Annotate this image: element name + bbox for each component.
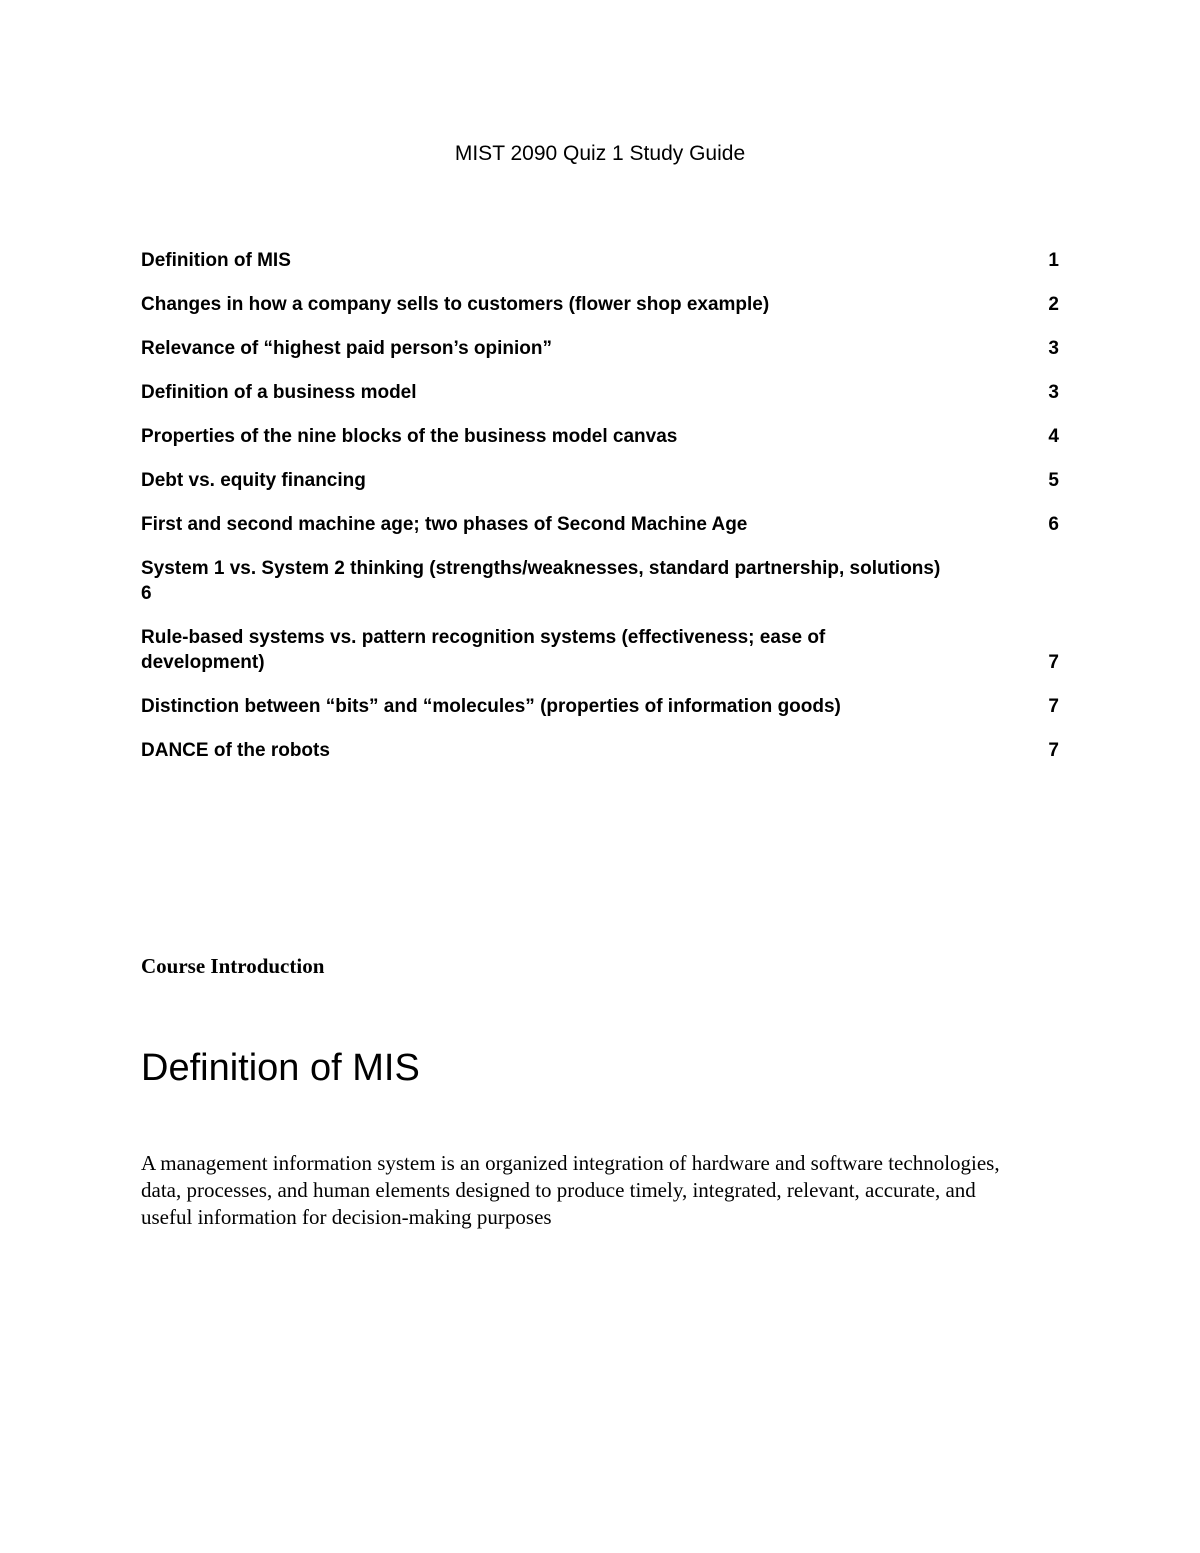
toc-entry (141, 512, 1059, 537)
toc-entry-label: Definition of a business model (141, 382, 417, 403)
toc-entry (141, 556, 1059, 606)
toc-entry (141, 625, 1059, 675)
toc-entry (141, 380, 1059, 405)
toc-entry (141, 292, 1059, 317)
toc-entry-page: 6 (141, 583, 152, 604)
toc-entry-label: Changes in how a company sells to customers (flower shop example) (141, 294, 770, 315)
toc-entry-page: 5 (1048, 470, 1059, 491)
section-heading: Definition of MIS (141, 1047, 420, 1089)
section-label: Course Introduction (141, 954, 325, 978)
toc-entry-page: 4 (1048, 426, 1059, 447)
toc-entry-page: 6 (1048, 514, 1059, 535)
toc-entry-label: Definition of MIS (141, 250, 291, 271)
toc-entry-label: Relevance of “highest paid person’s opinion” (141, 338, 553, 359)
toc-entry-label: Rule-based systems vs. pattern recognition systems (effectiveness; ease of development) (141, 627, 826, 673)
document-title: MIST 2090 Quiz 1 Study Guide (454, 142, 746, 165)
toc-entry-label: System 1 vs. System 2 thinking (strengths/weaknesses, standard partnership, solutions) (141, 558, 941, 579)
toc-entry-page: 1 (1048, 250, 1059, 271)
toc-entry (141, 424, 1059, 449)
toc-entry-label: Distinction between “bits” and “molecules” (properties of information goods) (141, 696, 841, 717)
toc-entry-label: Debt vs. equity financing (141, 470, 366, 491)
toc-entry-page: 7 (1048, 740, 1059, 761)
toc-entry-page: 3 (1048, 382, 1059, 403)
toc-entry-page: 2 (1048, 294, 1059, 315)
definition-paragraph: A management information system is an organized integration of hardware and software technologies, data, processes, and human elements designed to produce timely, integrated, relevant, accurate, and useful information for decision-making purposes (141, 1151, 1000, 1229)
toc-entry-label: Properties of the nine blocks of the business model canvas (141, 426, 678, 447)
toc-entry (141, 336, 1059, 361)
toc-entry (141, 694, 1059, 719)
toc-entry-page: 3 (1048, 338, 1059, 359)
toc-entry (141, 738, 1059, 763)
toc-entry-label: DANCE of the robots (141, 740, 330, 761)
toc-entry-label: First and second machine age; two phases of Second Machine Age (141, 514, 748, 535)
toc-entry (141, 468, 1059, 493)
toc-entry (141, 248, 1059, 273)
toc-entry-page: 7 (1048, 696, 1059, 717)
table-of-contents (141, 248, 1059, 782)
toc-entry-page: 7 (1048, 652, 1059, 673)
